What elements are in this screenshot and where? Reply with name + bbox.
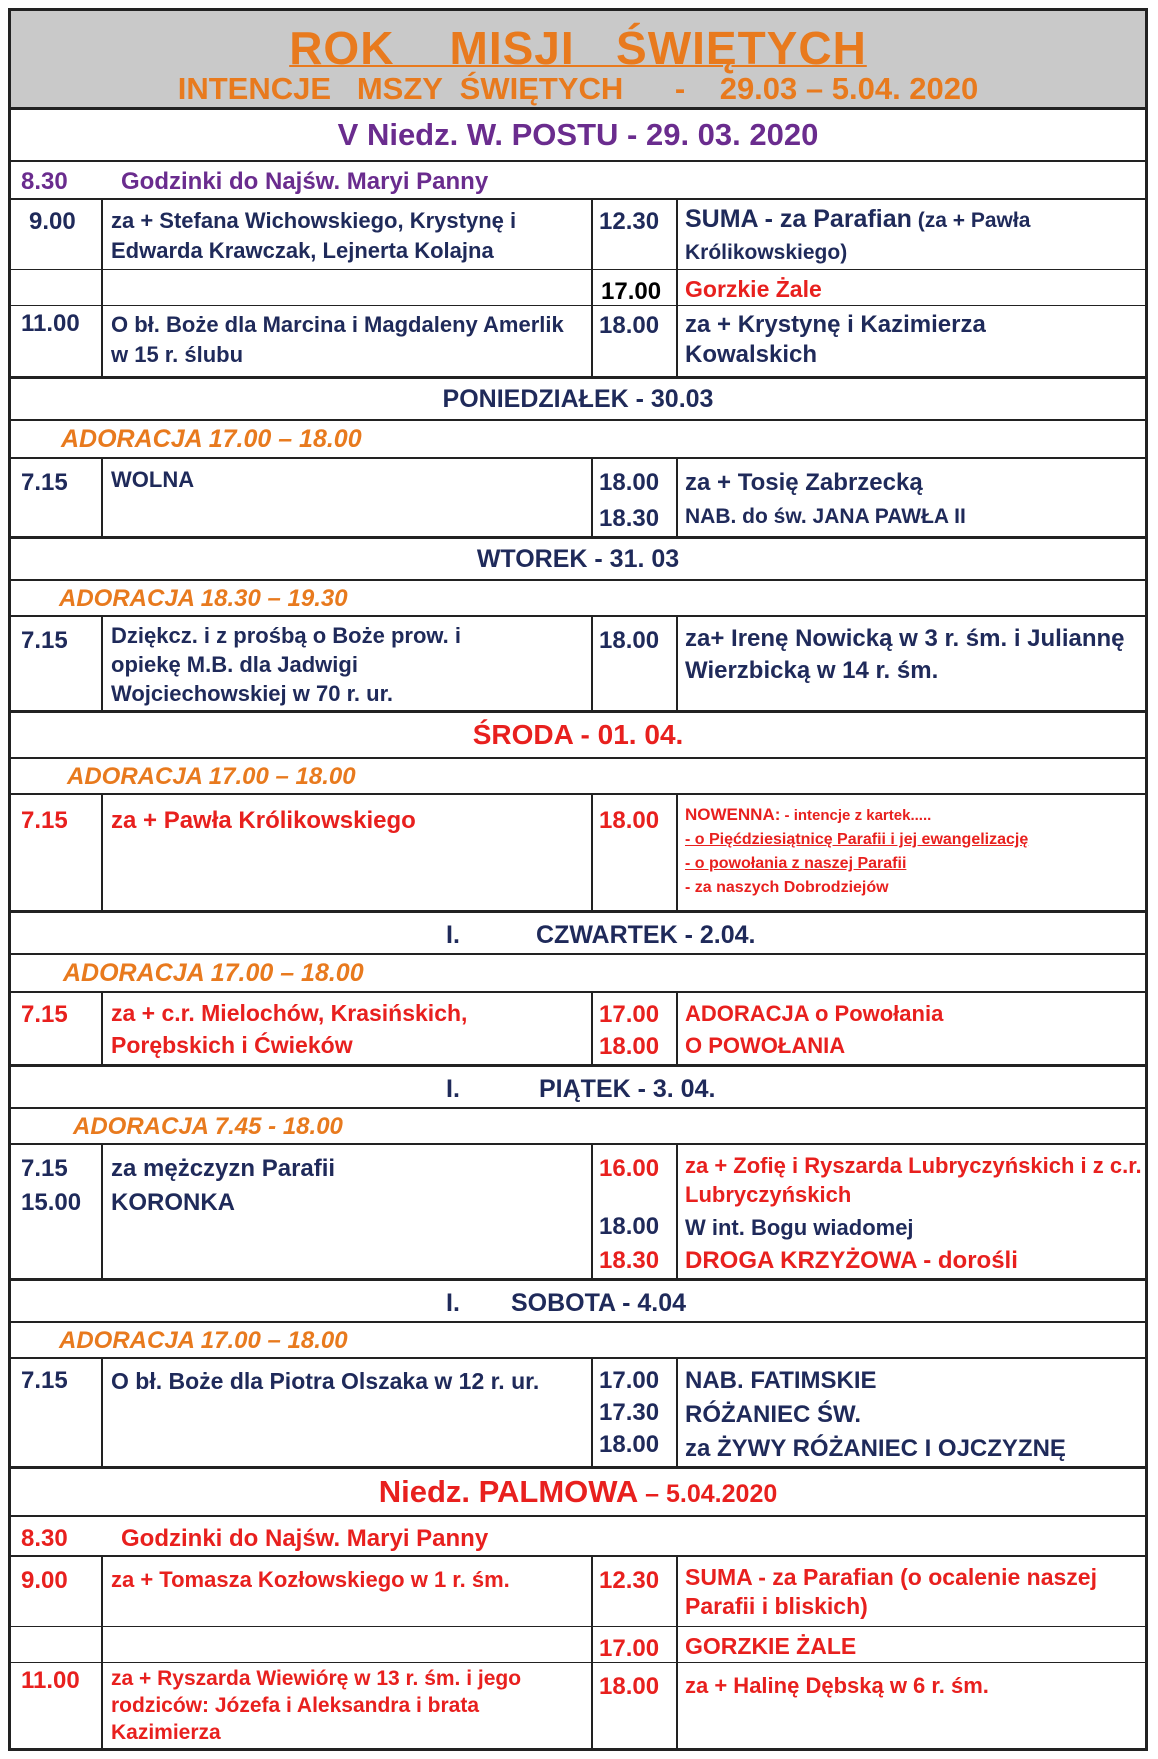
intention: za + c.r. Mielochów, Krasińskich, Porębskich i Ćwieków: [111, 1000, 468, 1058]
adoracja-row: [11, 759, 1145, 795]
day-title: SOBOTA - 4.04: [511, 1289, 687, 1317]
intention: za ŻYWY RÓŻANIEC I OJCZYZNĘ: [685, 1435, 1066, 1462]
time: 18.30: [599, 1247, 660, 1274]
intention: za + Zofię i Ryszarda Lubryczyńskich i z c.r. Lubryczyńskich: [685, 1153, 1142, 1207]
mass-row: [11, 1557, 1145, 1627]
day-heading-sunday-1: [11, 110, 1145, 162]
time: 18.00: [599, 1033, 660, 1060]
first-marker: I.: [446, 1289, 460, 1317]
time: 18.00: [599, 807, 660, 834]
intention: Dziękcz. i z prośbą o Boże prow. i opiekę M.B. dla Jadwigi Wojciechowskiej w 70 r. ur.: [111, 623, 462, 706]
intention: za+ Irenę Nowicką w 3 r. śm. i Juliannę Wierzbicką w 14 r. śm.: [685, 625, 1125, 684]
day-title: WTOREK - 31. 03: [476, 545, 680, 573]
time: 16.00: [599, 1155, 660, 1182]
time: 7.15: [21, 1367, 68, 1394]
day-title: [11, 1469, 1145, 1521]
adoracja-row: [11, 1323, 1145, 1359]
intention: O POWOŁANIA: [685, 1033, 846, 1058]
intention: za + Pawła Królikowskiego: [111, 807, 416, 834]
day-title: PONIEDZIAŁEK - 30.03: [442, 385, 714, 413]
time: 18.00: [599, 312, 660, 339]
time: 9.00: [29, 208, 76, 235]
time: 7.15: [21, 1001, 68, 1028]
adoracja-label: ADORACJA 18.30 – 19.30: [59, 585, 348, 612]
adoracja-label: ADORACJA 17.00 – 18.00: [61, 425, 362, 453]
adoracja-label: ADORACJA 17.00 – 18.00: [63, 959, 364, 987]
mass-row: [11, 1663, 1145, 1748]
intention: RÓŻANIEC ŚW.: [685, 1401, 862, 1428]
day-title: ŚRODA - 01. 04.: [472, 719, 684, 750]
time: 11.00: [21, 310, 80, 337]
time: 8.30: [21, 1525, 68, 1552]
intention: GORZKIE ŻALE: [685, 1633, 857, 1659]
nowenna-line: - o Pięćdziesiątnicę Parafii i jej ewangelizację: [685, 831, 1029, 848]
intention: WOLNA: [111, 467, 195, 492]
time: 18.30: [599, 505, 660, 532]
nowenna-line: [685, 803, 1145, 828]
suma-label: SUMA - za Parafian: [685, 205, 912, 233]
time: 17.00: [601, 278, 662, 305]
nowenna-label: NOWENNA:: [685, 805, 781, 824]
first-marker: I.: [446, 1075, 460, 1103]
time: 18.00: [599, 1213, 660, 1240]
intention: NAB. FATIMSKIE: [685, 1367, 877, 1394]
intention: za + Tosię Zabrzecką: [685, 469, 923, 496]
day-heading-monday: [11, 379, 1145, 421]
day-title-main: Niedz. PALMOWA: [378, 1474, 639, 1509]
time: 18.00: [599, 1673, 660, 1700]
intention: ADORACJA o Powołania: [685, 1001, 944, 1026]
day-title: V Niedz. W. POSTU - 29. 03. 2020: [337, 117, 819, 152]
day-title-date: – 5.04.2020: [638, 1480, 778, 1508]
day-heading-friday: [11, 1067, 1145, 1109]
intention: za mężczyzn Parafii: [111, 1155, 336, 1182]
schedule-page: [8, 8, 1148, 1751]
mass-row: [11, 1359, 1145, 1469]
nowenna-line: - o powołania z naszej Parafii: [685, 855, 907, 872]
intention: DROGA KRZYŻOWA - dorośli: [685, 1247, 1018, 1274]
page-title: ROK MISJI ŚWIĘTYCH: [289, 22, 867, 74]
nowenna-line: - za naszych Dobrodziejów: [685, 879, 889, 896]
time: 17.00: [599, 1635, 660, 1662]
intention: SUMA - za Parafian (o ocalenie naszej Parafii i bliskich): [685, 1564, 1097, 1619]
time: 8.30: [21, 168, 68, 195]
adoracja-row: [11, 581, 1145, 617]
intention: za + Krystynę i Kazimierza Kowalskich: [685, 311, 986, 368]
time: 17.00: [599, 1001, 660, 1028]
mass-row: [11, 1145, 1145, 1281]
intention: za + Stefana Wichowskiego, Krystynę i Edwarda Krawczak, Lejnerta Kolajna: [111, 208, 517, 263]
event-text: Godzinki do Najśw. Maryi Panny: [121, 1525, 489, 1552]
time: 17.00: [599, 1367, 660, 1394]
time: 18.00: [599, 1431, 660, 1458]
mass-row: [11, 200, 1145, 270]
mass-row: [11, 1627, 1145, 1663]
day-heading-wednesday: [11, 713, 1145, 759]
time: 18.00: [599, 469, 660, 496]
day-heading-thursday: [11, 913, 1145, 955]
time: 11.00: [21, 1667, 80, 1694]
intention: O bł. Boże dla Marcina i Magdaleny Amerlik w 15 r. ślubu: [111, 312, 564, 367]
suma-detail: (za + Pawła Królikowskiego): [685, 209, 1031, 264]
day-title: CZWARTEK - 2.04.: [536, 921, 756, 949]
intention: za + Tomasza Kozłowskiego w 1 r. śm.: [111, 1567, 510, 1592]
nowenna-detail: - intencje z kartek.....: [780, 807, 932, 824]
day-heading-tuesday: [11, 539, 1145, 581]
intention: KORONKA: [111, 1189, 235, 1216]
adoracja-label: ADORACJA 7.45 - 18.00: [73, 1113, 343, 1140]
mass-row: [11, 617, 1145, 713]
intention: Gorzkie Żale: [685, 276, 822, 302]
day-heading-saturday: [11, 1281, 1145, 1323]
adoracja-row: [11, 1109, 1145, 1145]
nowenna-list: [685, 803, 1145, 900]
adoracja-row: [11, 955, 1145, 993]
time: 7.15: [21, 807, 68, 834]
intention: NAB. do św. JANA PAWŁA II: [685, 505, 966, 528]
page-header: [11, 11, 1145, 110]
time: 12.30: [599, 1567, 660, 1594]
intention: W int. Bogu wiadomej: [685, 1215, 914, 1240]
godzinki-row-2: [11, 1517, 1145, 1557]
intention: za + Halinę Dębską w 6 r. śm.: [685, 1673, 989, 1698]
mass-row: [11, 993, 1145, 1067]
time: 7.15: [21, 1155, 68, 1182]
godzinki-row-1: [11, 162, 1145, 200]
intention: O bł. Boże dla Piotra Olszaka w 12 r. ur.: [111, 1368, 540, 1394]
adoracja-label: ADORACJA 17.00 – 18.00: [67, 763, 356, 790]
time: 12.30: [599, 208, 660, 235]
mass-row: [11, 306, 1145, 379]
time: 15.00: [21, 1189, 82, 1216]
day-heading-sunday-2: [11, 1469, 1145, 1517]
time: 17.30: [599, 1399, 660, 1426]
mass-row: [11, 270, 1145, 306]
mass-row: [11, 459, 1145, 539]
intention: za + Ryszarda Wiewiórę w 13 r. śm. i jego rodziców: Józefa i Aleksandra i brata Kazimierza: [111, 1667, 522, 1744]
day-title: PIĄTEK - 3. 04.: [539, 1075, 716, 1103]
adoracja-label: ADORACJA 17.00 – 18.00: [59, 1327, 348, 1354]
adoracja-row: [11, 421, 1145, 459]
intention: [685, 204, 1135, 268]
time: 18.00: [599, 627, 660, 654]
page-subtitle: INTENCJE MSZY ŚWIĘTYCH - 29.03 – 5.04. 2020: [177, 71, 979, 106]
time: 7.15: [21, 627, 68, 654]
event-text: Godzinki do Najśw. Maryi Panny: [121, 168, 489, 195]
time: 7.15: [21, 469, 68, 496]
mass-row: [11, 795, 1145, 913]
first-marker: I.: [446, 921, 460, 949]
time: 9.00: [21, 1567, 68, 1594]
